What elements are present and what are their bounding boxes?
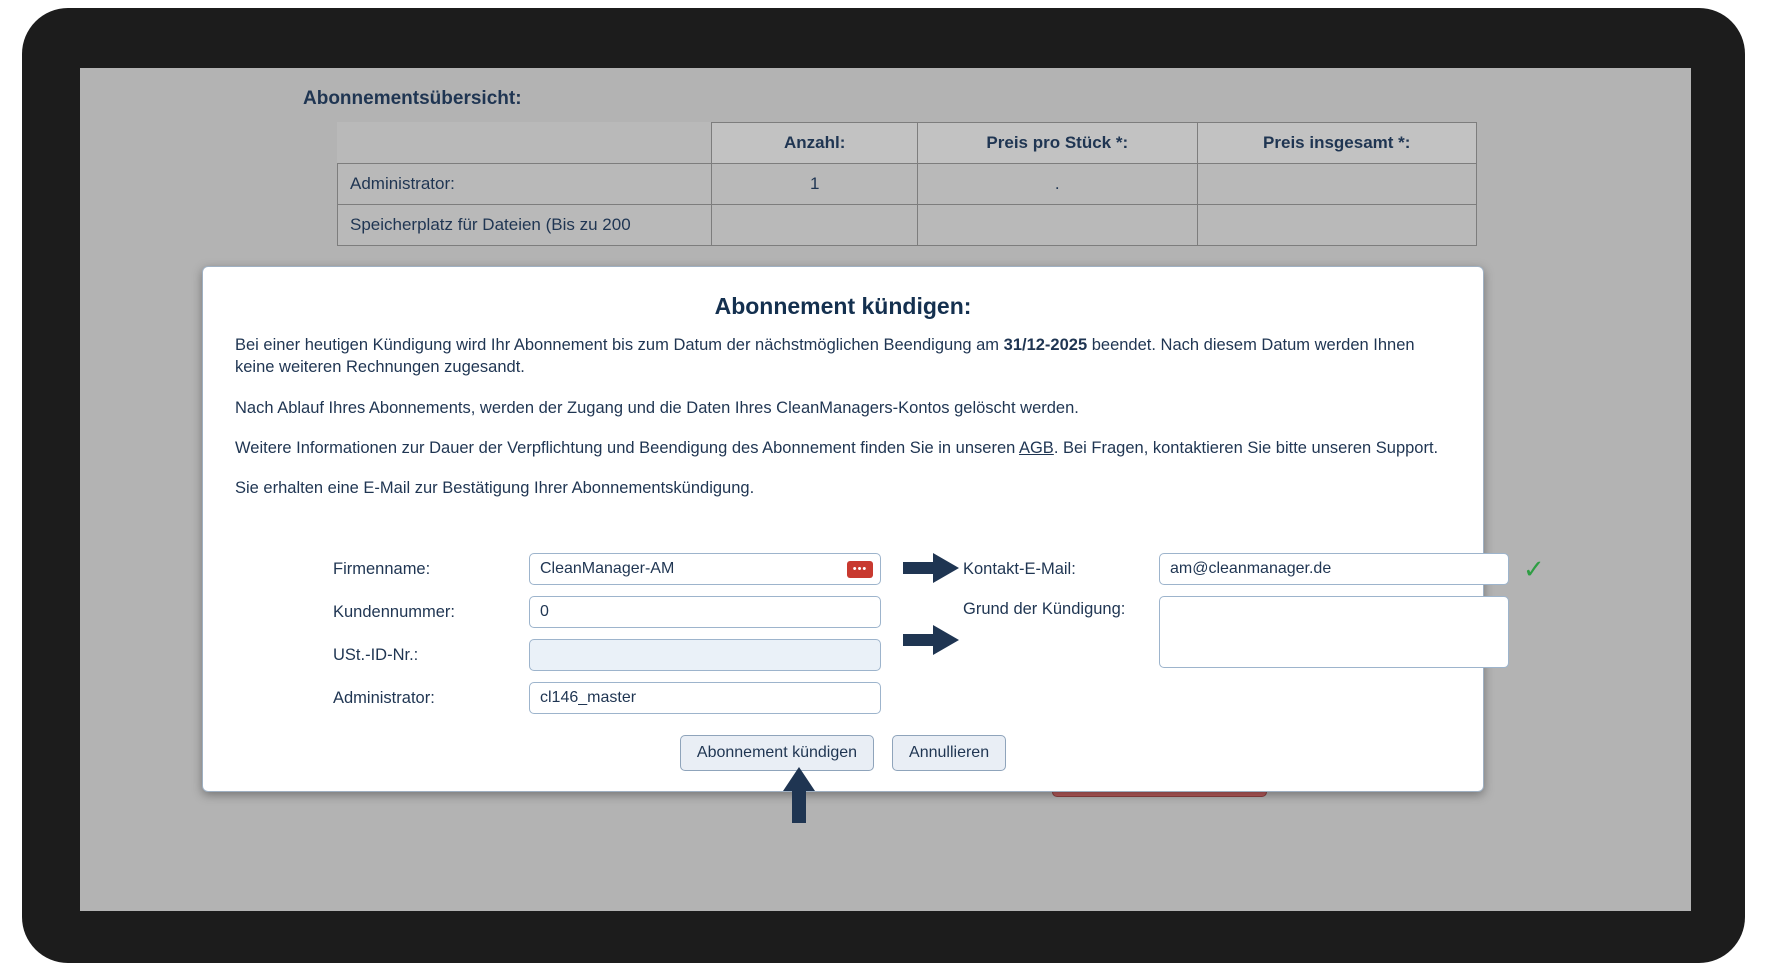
dialog-body xyxy=(203,320,1483,499)
paragraph3-part2: . Bei Fragen, kontaktieren Sie bitte unseren Support. xyxy=(1053,438,1439,457)
overview-title: Abonnementsübersicht: xyxy=(303,88,522,109)
table-header-preis-gesamt: Preis insgesamt *: xyxy=(1197,123,1477,164)
confirm-cancel-subscription-button[interactable]: Abonnement kündigen xyxy=(680,735,874,771)
dialog-paragraph-1 xyxy=(235,334,1451,379)
customer-number-input[interactable] xyxy=(529,596,881,628)
table-cell-preis-stueck xyxy=(918,205,1197,246)
arrow-up-icon-confirm xyxy=(781,767,817,823)
company-name-label: Firmenname: xyxy=(333,559,431,578)
vat-id-input[interactable] xyxy=(529,639,881,671)
dialog-button-bar xyxy=(203,735,1483,771)
table-header-blank xyxy=(338,123,712,164)
table-cell-anzahl: 1 xyxy=(712,164,918,205)
dialog-title: Abonnement kündigen: xyxy=(714,293,972,319)
dialog-paragraph-3 xyxy=(235,437,1451,459)
table-cell-preis-stueck: . xyxy=(918,164,1197,205)
device-frame xyxy=(22,8,1745,963)
annul-button[interactable]: Annullieren xyxy=(892,735,1006,771)
field-row-cancellation-reason xyxy=(963,596,1509,668)
table-cell-label: Administrator: xyxy=(338,164,712,205)
contact-email-input[interactable] xyxy=(1159,553,1509,585)
vat-id-label: USt.-ID-Nr.: xyxy=(333,645,419,664)
field-row-contact-email xyxy=(963,553,1545,585)
field-row-customer-number xyxy=(333,596,881,628)
table-row xyxy=(338,164,1477,205)
administrator-label: Administrator: xyxy=(333,688,435,707)
paragraph1-part2: beendet. Nach diesem Datum werden Ihnen keine weiteren Rechnungen zugesandt. xyxy=(235,336,1415,377)
paragraph1-part1: Bei einer heutigen Kündigung wird Ihr Abonnement bis zum Datum der nächstmöglichen Beendigung am xyxy=(235,336,1004,354)
paragraph3-part1: Weitere Informationen zur Dauer der Verpflichtung und Beendigung des Abonnement finden Sie in unseren xyxy=(235,438,1019,457)
table-header-preis-stueck: Preis pro Stück *: xyxy=(918,123,1197,164)
administrator-input[interactable] xyxy=(529,682,881,714)
field-row-administrator xyxy=(333,682,881,714)
app-page xyxy=(80,68,1691,911)
table-cell-label: Speicherplatz für Dateien (Bis zu 200 xyxy=(338,205,712,246)
company-name-input[interactable] xyxy=(529,553,881,585)
cancellation-form xyxy=(203,553,1545,733)
cancellation-reason-label: Grund der Kündigung: xyxy=(963,600,1126,618)
arrow-right-icon-email xyxy=(903,551,959,585)
arrow-right-icon-reason xyxy=(903,623,959,657)
valid-check-icon: ✓ xyxy=(1523,554,1545,584)
cancellation-reason-textarea[interactable] xyxy=(1159,596,1509,668)
table-cell-anzahl xyxy=(712,205,918,246)
dialog-paragraph-2: Nach Ablauf Ihres Abonnements, werden der Zugang und die Daten Ihres CleanManagers-Kontos gelöscht werden. xyxy=(235,398,1079,417)
table-cell-preis-gesamt xyxy=(1197,164,1477,205)
termination-date: 31/12-2025 xyxy=(1003,336,1088,354)
cancel-subscription-dialog xyxy=(202,266,1545,792)
customer-number-label: Kundennummer: xyxy=(333,602,455,621)
table-header-row xyxy=(338,123,1477,164)
table-header-anzahl: Anzahl: xyxy=(712,123,918,164)
subscription-overview-table xyxy=(337,122,1477,246)
field-row-vat-id xyxy=(333,639,881,671)
dialog-agb-link[interactable]: AGB xyxy=(1018,438,1054,457)
field-row-company-name xyxy=(333,553,881,585)
dialog-paragraph-4: Sie erhalten eine E-Mail zur Bestätigung Ihrer Abonnementskündigung. xyxy=(235,479,755,498)
contact-email-label: Kontakt-E-Mail: xyxy=(963,559,1076,578)
company-name-masked-badge: ••• xyxy=(847,561,873,578)
table-cell-preis-gesamt xyxy=(1197,205,1477,246)
table-row xyxy=(338,205,1477,246)
